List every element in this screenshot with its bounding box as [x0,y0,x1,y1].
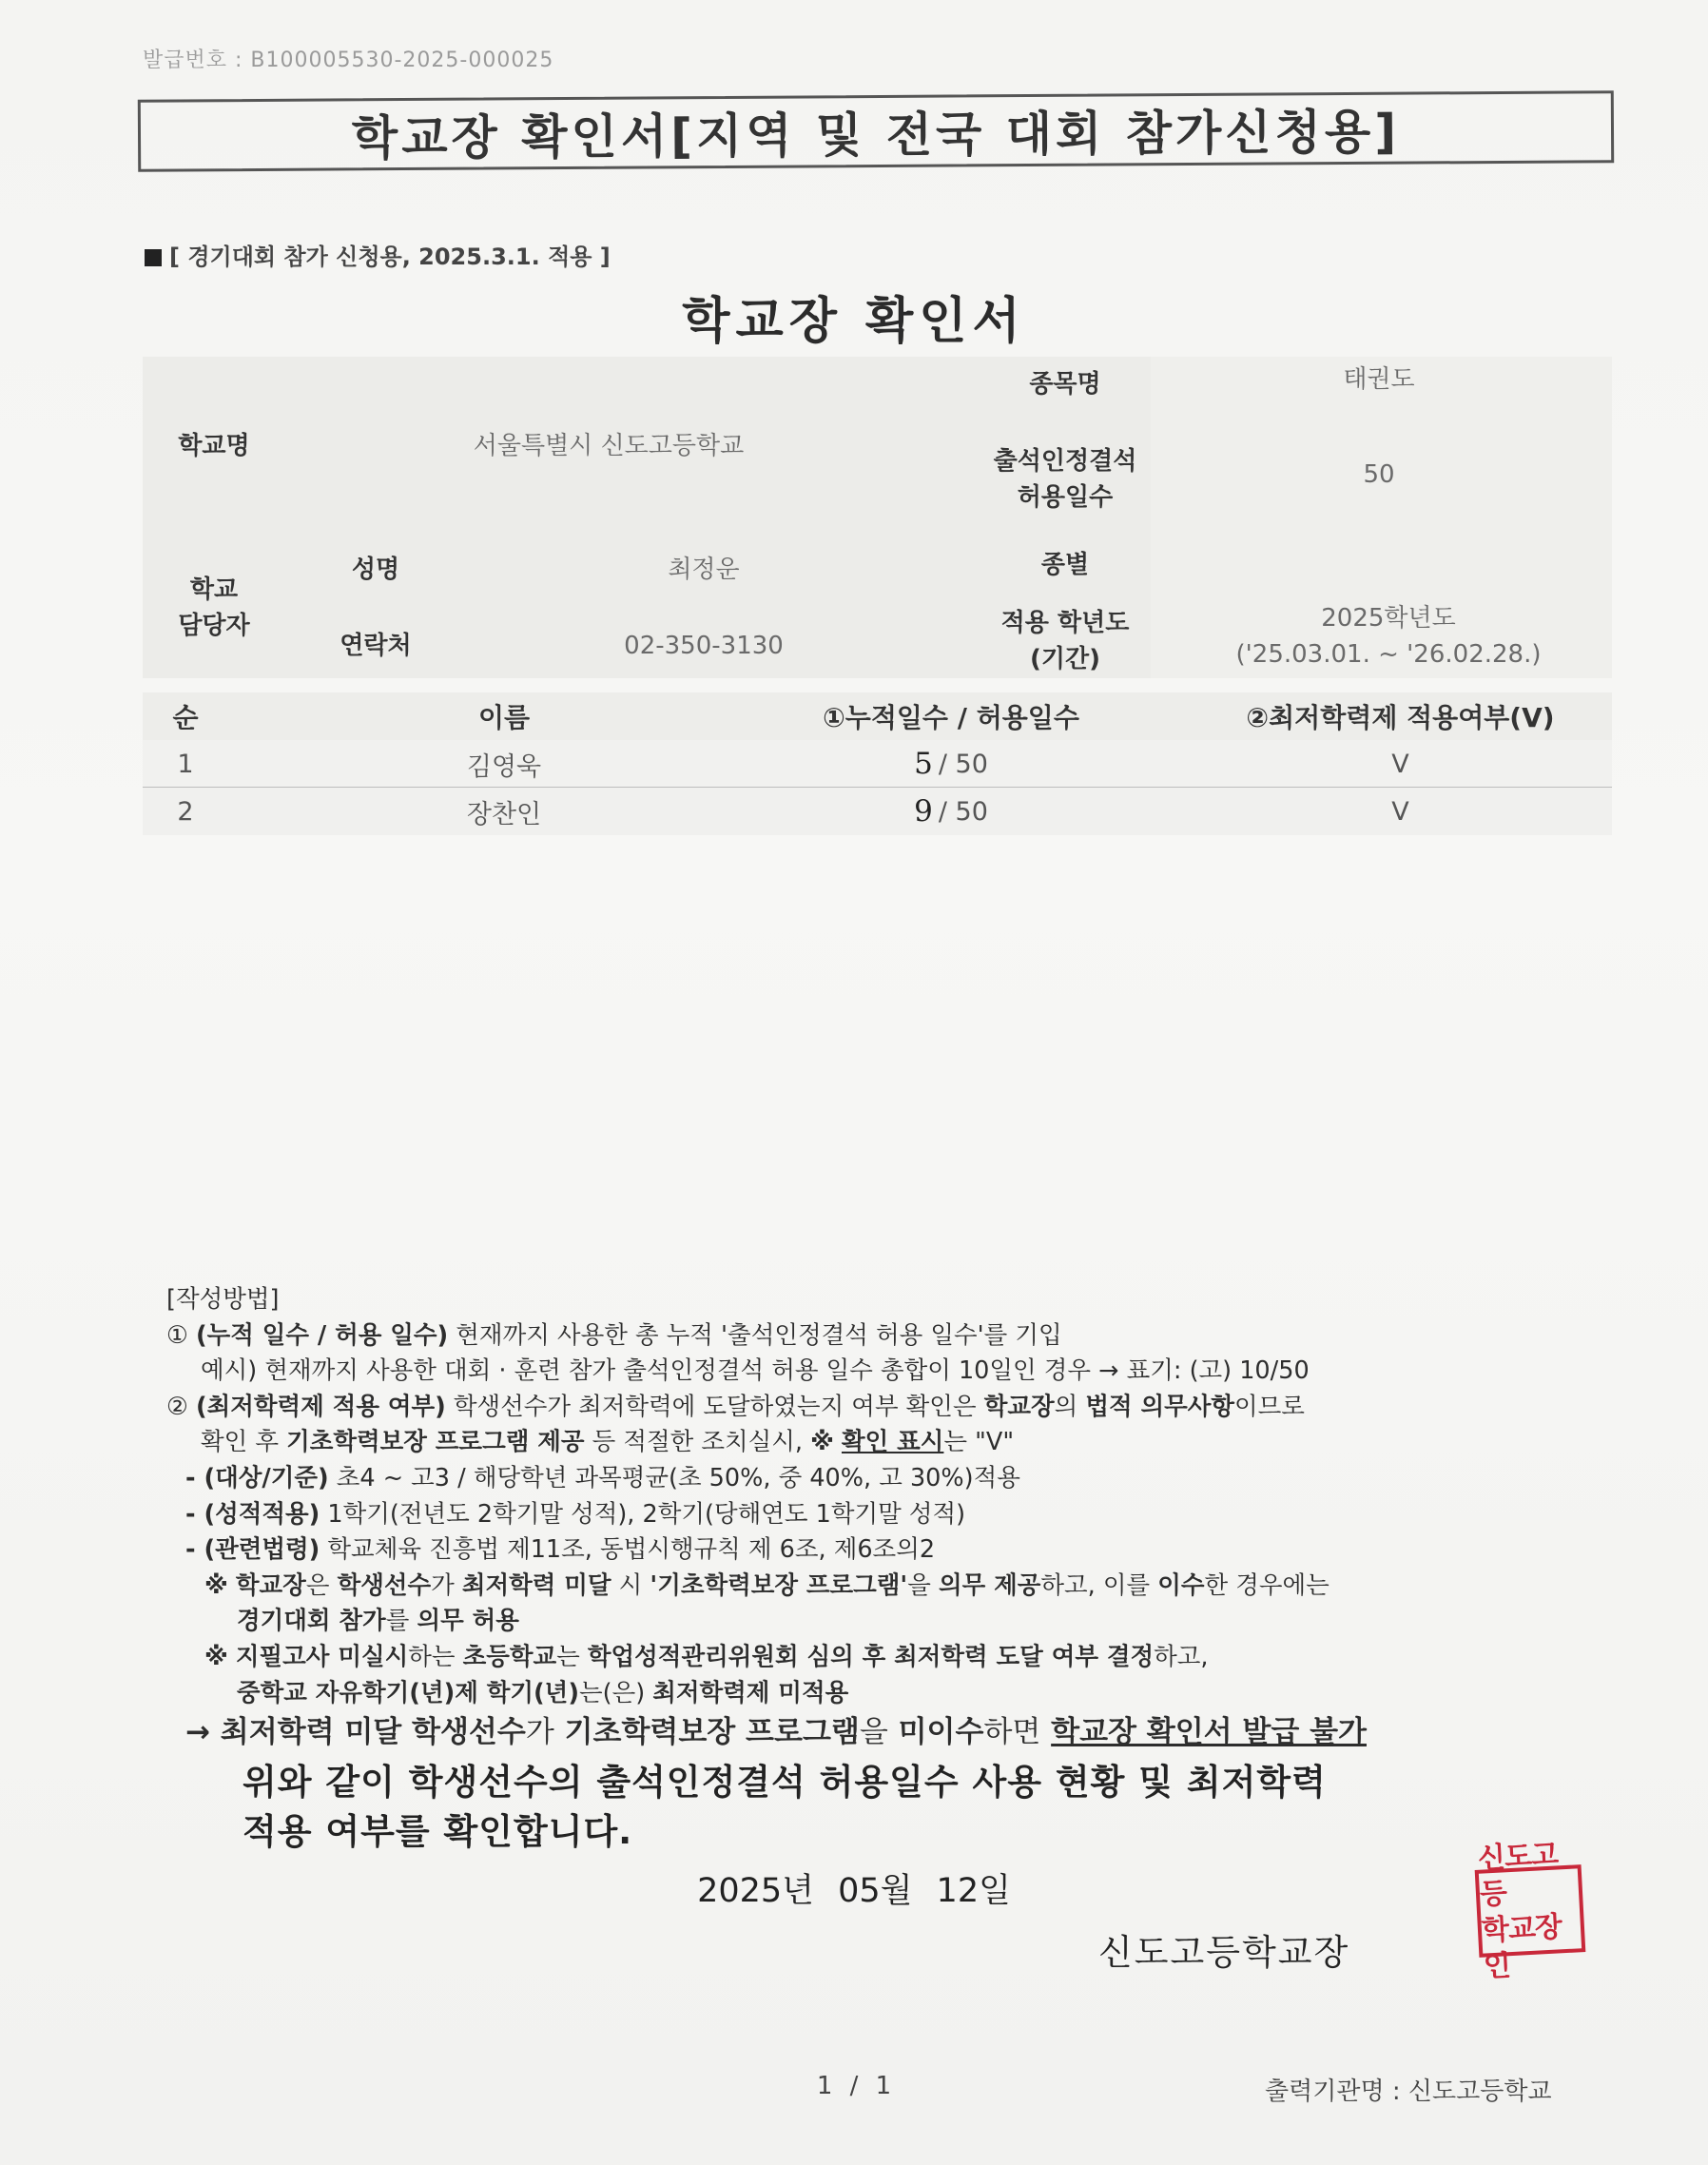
contact-label-line2: 담당자 [178,612,250,640]
issue-date: 2025년 05월 12일 [697,1872,1011,1910]
row-name: 장찬인 [466,799,542,829]
row-used-days: 9 [914,794,933,829]
confirmation-line-1: 위와 같이 학생선수의 출석인정결석 허용일수 사용 현황 및 최저학력 [243,1762,1327,1803]
instruction-line: ① (누적 일수 / 허용 일수) 현재까지 사용한 총 누적 '출석인정결석 허용 일수'를 기입 [166,1320,1062,1350]
type-label: 종별 [1040,551,1090,580]
instruction-line: ※ 학교장은 학생선수가 최저학력 미달 시 '기초학력보장 프로그램'을 의무 제공하고, 이를 이수한 경우에는 [204,1570,1330,1600]
year-value-line2: ('25.03.01. ~ '26.02.28.) [1235,640,1542,669]
confirmation-line-2: 적용 여부를 확인합니다. [243,1811,633,1852]
issue-number: 발급번호 : B100005530-2025-000025 [143,49,554,72]
instruction-line: 확인 후 기초학력보장 프로그램 제공 등 적절한 조치실시, ※ 확인 표시는 "V" [201,1428,1015,1457]
row-days [751,788,1151,835]
row-name: 김영욱 [466,751,542,782]
col-header-days: ①누적일수 / 허용일수 [823,702,1079,733]
table-row [143,788,1612,835]
col-header-minimum: ②최저학력제 적용여부(V) [1246,702,1555,733]
instruction-line: ② (최저학력제 적용 여부) 학생선수가 최저학력에 도달하였는지 여부 확인은 학교장의 법적 의무사항이므로 [166,1392,1305,1421]
seal-text-line1: 신도고등 [1477,1838,1559,1912]
confirmation-statement [243,1758,1327,1857]
printer-institution: 출력기관명 : 신도고등학교 [1265,2077,1552,2106]
allow-days-label-line1: 출석인정결석 [993,447,1137,477]
row-no: 2 [177,796,194,827]
student-list-table [143,692,1612,835]
list-header-row [143,692,1612,740]
principal-name: 신도고등학교장 [1098,1932,1350,1973]
instruction-line: 경기대회 참가를 의무 허용 [237,1607,519,1636]
year-value [1189,599,1588,675]
year-label-line2: (기간) [1030,645,1100,673]
square-bullet-icon [145,249,162,266]
row-check: V [1391,749,1409,779]
allow-days-label-line2: 허용일수 [1017,483,1114,512]
year-label [941,604,1189,680]
instruction-line: - (성적적용) 1학기(전년도 2학기말 성적), 2학기(당해연도 1학기말 성적) [185,1499,966,1529]
col-header-no: 순 [172,702,199,733]
year-label-line1: 적용 학년도 [1000,609,1130,638]
name-value: 최정운 [668,556,740,585]
page-number: 1 / 1 [816,2072,892,2100]
instruction-line: ※ 지필고사 미실시하는 초등학교는 학업성적관리위원회 심의 후 최저학력 도달 여부 결정하고, [204,1642,1209,1671]
table-row [143,740,1612,788]
event-label: 종목명 [1029,370,1101,400]
instruction-line: - (대상/기준) 초4 ~ 고3 / 해당학년 과목평균(초 50%, 중 40%, 고 30%)적용 [185,1463,1020,1492]
phone-value: 02-350-3130 [624,632,784,661]
school-label: 학교명 [178,432,250,461]
year-value-line1: 2025학년도 [1321,604,1456,634]
type-value [1236,537,1522,595]
header-title-box: 학교장 확인서[지역 및 전국 대회 참가신청용] [138,90,1614,171]
form-note [145,238,611,271]
instruction-line: 중학교 자유학기(년)제 학기(년)는(은) 최저학력제 미적용 [237,1678,849,1707]
instruction-line: - (관련법령) 학교체육 진흥법 제11조, 동법시행규칙 제 6조, 제6조의2 [185,1535,936,1565]
instruction-line: 예시) 현재까지 사용한 대회 · 훈련 참가 출석인정결석 허용 일수 총합이 10일인 경우 → 표기: (고) 10/50 [201,1356,1310,1386]
row-used-days: 5 [914,747,933,781]
allow-days-value: 50 [1363,460,1395,490]
phone-label: 연락처 [340,632,412,661]
instructions-title: [작성방법] [166,1285,280,1314]
info-table [143,357,1612,678]
contact-label-line1: 학교 [189,575,239,605]
allow-days-label [941,442,1189,518]
row-total-days: / 50 [938,749,988,779]
row-no: 1 [177,749,194,779]
official-seal-stamp [1475,1838,1586,1984]
row-days [751,740,1151,788]
seal-text-line2: 학교장인 [1481,1910,1562,1984]
col-header-name: 이름 [477,702,531,733]
contact-label [143,571,285,647]
document-title: 학교장 확인서 [682,293,1026,350]
school-value: 서울특별시 신도고등학교 [473,432,745,461]
event-value: 태권도 [1343,365,1415,395]
form-note-text: [ 경기대회 참가 신청용, 2025.3.1. 적용 ] [169,244,611,270]
row-total-days: / 50 [938,796,988,827]
writing-instructions [166,1282,1612,1751]
instruction-final-line: → 최저학력 미달 학생선수가 기초학력보장 프로그램을 미이수하면 학교장 확인서 발급 불가 [185,1715,1367,1750]
row-check: V [1391,796,1409,827]
name-label: 성명 [351,556,400,585]
